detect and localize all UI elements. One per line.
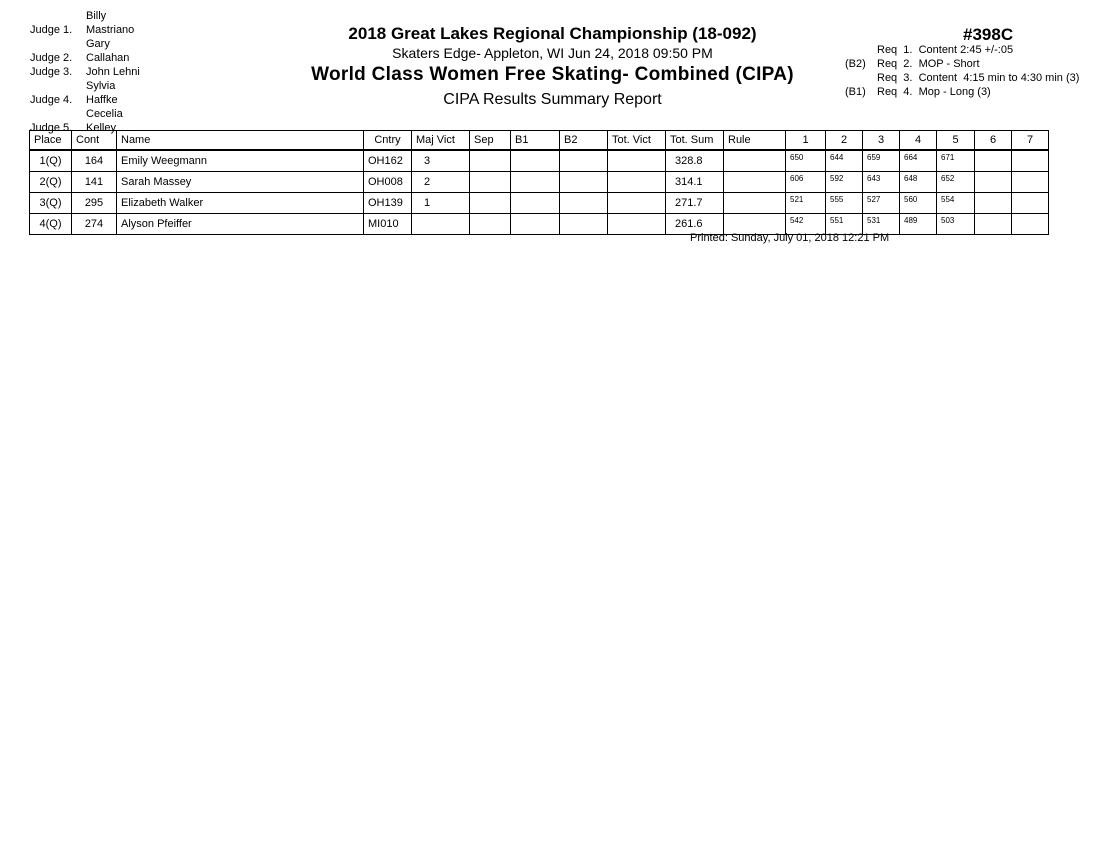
judge-score-cell: 659 — [863, 150, 900, 172]
tot-sum-cell: 261.6 — [666, 214, 724, 235]
judge-score-cell: 531 — [863, 214, 900, 235]
maj-vict-cell — [412, 214, 470, 235]
requirement-prefix: (B1) — [845, 86, 866, 98]
competition-title: 2018 Great Lakes Regional Championship (18-092) — [348, 24, 757, 43]
requirement-item — [845, 43, 1079, 57]
judge-score-cell — [975, 214, 1012, 235]
column-header: B2 — [560, 131, 608, 151]
judge-score-cell: 521 — [786, 193, 826, 214]
judge-score-cell: 555 — [826, 193, 863, 214]
tot-vict-cell — [608, 150, 666, 172]
requirement-text: Req 4. Mop - Long (3) — [877, 86, 991, 98]
rule-cell — [724, 172, 786, 193]
judge-score-cell: 527 — [863, 193, 900, 214]
b1-cell — [511, 193, 560, 214]
column-header: 1 — [786, 131, 826, 151]
place-cell: 3(Q) — [30, 193, 72, 214]
judge-score-cell: 554 — [937, 193, 975, 214]
name-cell: Alyson Pfeiffer — [117, 214, 364, 235]
b1-cell — [511, 172, 560, 193]
country-cell: OH162 — [364, 150, 412, 172]
tot-sum-cell: 271.7 — [666, 193, 724, 214]
b2-cell — [560, 150, 608, 172]
requirement-prefix: (B2) — [845, 58, 866, 70]
judge-item — [30, 79, 142, 107]
table-header — [30, 131, 1049, 151]
column-header: B1 — [511, 131, 560, 151]
tot-vict-cell — [608, 193, 666, 214]
judge-label: Judge 5. — [30, 122, 73, 134]
event-title: World Class Women Free Skating- Combined (CIPA) — [311, 64, 794, 85]
b2-cell — [560, 214, 608, 235]
column-header: 6 — [975, 131, 1012, 151]
column-header: Tot. Vict — [608, 131, 666, 151]
judge-label: Judge 1. — [30, 24, 73, 36]
judge-score-cell: 560 — [900, 193, 937, 214]
judge-score-cell: 643 — [863, 172, 900, 193]
maj-vict-cell: 1 — [412, 193, 470, 214]
tot-sum-cell: 314.1 — [666, 172, 724, 193]
judge-score-cell — [1012, 150, 1049, 172]
requirement-item — [845, 71, 1079, 85]
name-cell: Elizabeth Walker — [117, 193, 364, 214]
column-header: Place — [30, 131, 72, 151]
venue-date: Skaters Edge- Appleton, WI Jun 24, 2018 09:50 PM — [392, 45, 713, 61]
judge-score-cell: 652 — [937, 172, 975, 193]
requirement-item — [845, 85, 1079, 99]
judge-name: Sylvia Haffke — [86, 80, 118, 106]
cont-cell: 164 — [72, 150, 117, 172]
column-header: 4 — [900, 131, 937, 151]
column-header: Tot. Sum — [666, 131, 724, 151]
event-code: #398C — [963, 25, 1014, 44]
sep-cell — [470, 193, 511, 214]
judge-label: Judge 2. — [30, 52, 73, 64]
judge-item — [30, 65, 142, 79]
judge-name: Billy Mastriano — [86, 10, 135, 36]
judge-name: Cecelia Kelley — [86, 108, 123, 134]
b1-cell — [511, 150, 560, 172]
report-title: CIPA Results Summary Report — [443, 91, 662, 108]
judge-score-cell: 489 — [900, 214, 937, 235]
requirement-text: Req 2. MOP - Short — [877, 58, 980, 70]
tot-sum-cell: 328.8 — [666, 150, 724, 172]
column-header: 7 — [1012, 131, 1049, 151]
judge-label: Judge 4. — [30, 94, 73, 106]
results-table — [29, 130, 1049, 235]
judge-score-cell — [975, 193, 1012, 214]
requirement-text: Req 1. Content 2:45 +/-:05 — [877, 44, 1014, 56]
tot-vict-cell — [608, 172, 666, 193]
judge-score-cell — [1012, 214, 1049, 235]
judge-score-cell: 648 — [900, 172, 937, 193]
country-cell: MI010 — [364, 214, 412, 235]
maj-vict-cell: 2 — [412, 172, 470, 193]
country-cell: OH139 — [364, 193, 412, 214]
judge-score-cell — [1012, 172, 1049, 193]
judge-score-cell: 606 — [786, 172, 826, 193]
judge-score-cell: 503 — [937, 214, 975, 235]
sep-cell — [470, 150, 511, 172]
place-cell: 4(Q) — [30, 214, 72, 235]
cont-cell: 295 — [72, 193, 117, 214]
column-header: Rule — [724, 131, 786, 151]
column-header: Sep — [470, 131, 511, 151]
judges-list — [30, 9, 142, 135]
column-header: Name — [117, 131, 364, 151]
country-cell: OH008 — [364, 172, 412, 193]
judge-score-cell: 664 — [900, 150, 937, 172]
judge-score-cell — [1012, 193, 1049, 214]
judge-item — [30, 9, 142, 37]
judge-score-cell: 650 — [786, 150, 826, 172]
judge-name: John Lehni — [86, 66, 140, 78]
requirement-text: Req 3. Content 4:15 min to 4:30 min (3) — [877, 72, 1080, 84]
rule-cell — [724, 150, 786, 172]
b2-cell — [560, 172, 608, 193]
cont-cell: 274 — [72, 214, 117, 235]
table-row — [30, 214, 1049, 235]
printed-timestamp: Printed: Sunday, July 01, 2018 12:21 PM — [690, 232, 890, 244]
column-header: 5 — [937, 131, 975, 151]
column-header: 3 — [863, 131, 900, 151]
maj-vict-cell: 3 — [412, 150, 470, 172]
tot-vict-cell — [608, 214, 666, 235]
sep-cell — [470, 214, 511, 235]
judge-score-cell: 542 — [786, 214, 826, 235]
column-header: Cont — [72, 131, 117, 151]
column-header: Maj Vict — [412, 131, 470, 151]
judge-score-cell — [975, 150, 1012, 172]
place-cell: 1(Q) — [30, 150, 72, 172]
judge-score-cell: 551 — [826, 214, 863, 235]
cont-cell: 141 — [72, 172, 117, 193]
requirement-item — [845, 57, 1079, 71]
rule-cell — [724, 193, 786, 214]
judge-score-cell: 671 — [937, 150, 975, 172]
judge-item — [30, 37, 142, 65]
b1-cell — [511, 214, 560, 235]
judge-score-cell: 592 — [826, 172, 863, 193]
name-cell: Sarah Massey — [117, 172, 364, 193]
judge-name: Gary Callahan — [86, 38, 130, 64]
judge-score-cell: 644 — [826, 150, 863, 172]
table-row — [30, 193, 1049, 214]
judge-score-cell — [975, 172, 1012, 193]
sep-cell — [470, 172, 511, 193]
column-header: 2 — [826, 131, 863, 151]
name-cell: Emily Weegmann — [117, 150, 364, 172]
table-row — [30, 172, 1049, 193]
requirements-list — [845, 43, 1079, 99]
table-row — [30, 150, 1049, 172]
place-cell: 2(Q) — [30, 172, 72, 193]
judge-label: Judge 3. — [30, 66, 73, 78]
column-header: Cntry — [364, 131, 412, 151]
b2-cell — [560, 193, 608, 214]
